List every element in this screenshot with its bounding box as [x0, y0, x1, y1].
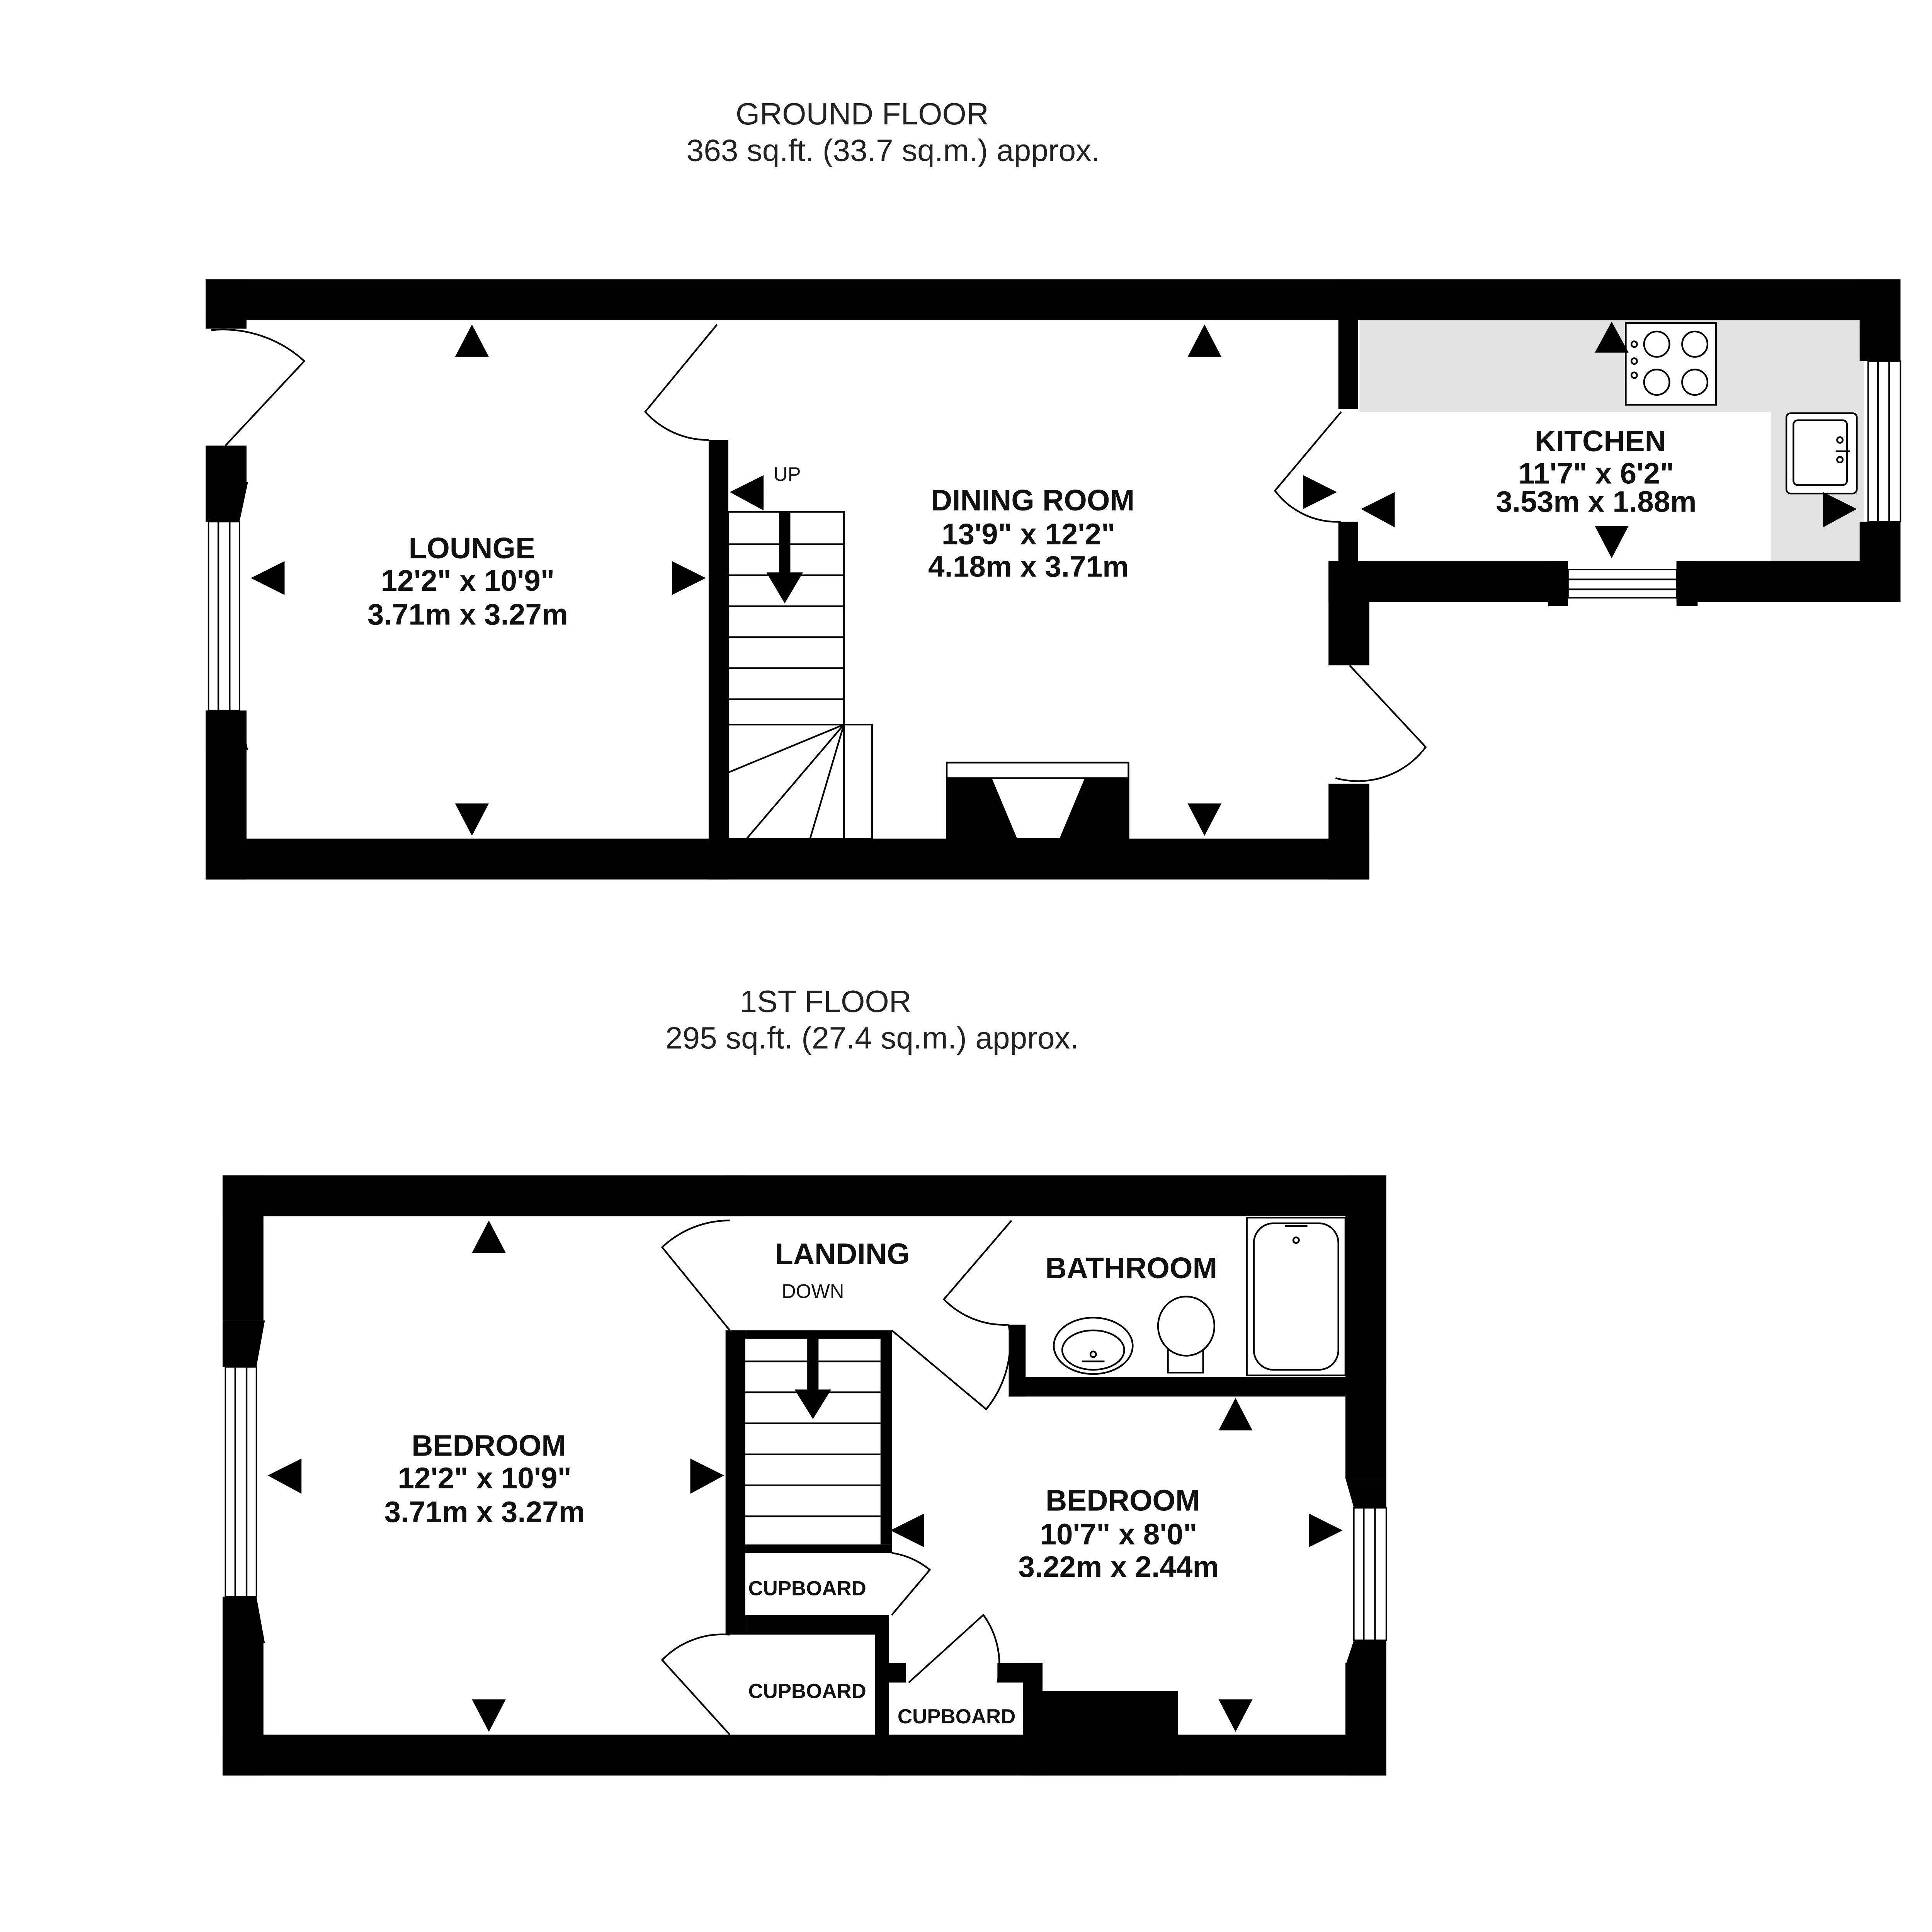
- cupboard-label-right: CUPBOARD: [897, 1705, 1016, 1728]
- toilet-icon: [1158, 1296, 1214, 1372]
- svg-text:3.22m x 2.44m: 3.22m x 2.44m: [1018, 1550, 1219, 1583]
- dining-room-label: [928, 484, 1134, 583]
- svg-text:13'9" x 12'2": 13'9" x 12'2": [941, 518, 1116, 551]
- cupboard-label-upper: CUPBOARD: [748, 1577, 866, 1600]
- kitchen-label: [1496, 425, 1696, 519]
- first-floor-title: 1ST FLOOR: [740, 983, 912, 1019]
- hob-icon: [1626, 323, 1716, 405]
- first-floor-stairs: [745, 1280, 881, 1516]
- ground-floor-plan: [206, 279, 1900, 879]
- bedroom1-window: [223, 1320, 265, 1643]
- svg-text:3.53m x 1.88m: 3.53m x 1.88m: [1496, 485, 1697, 519]
- ground-floor-title: GROUND FLOOR: [735, 96, 989, 131]
- fireplace: [947, 763, 1128, 839]
- first-floor-plan: [223, 1175, 1386, 1776]
- landing-label: LANDING: [775, 1238, 910, 1271]
- cupboard-label-lower: CUPBOARD: [748, 1680, 866, 1703]
- kitchen-window-bottom: [1548, 561, 1697, 606]
- svg-text:BEDROOM: BEDROOM: [1045, 1484, 1200, 1517]
- svg-text:DINING ROOM: DINING ROOM: [930, 484, 1135, 517]
- ground-floor-stairs: [728, 463, 872, 838]
- svg-text:BEDROOM: BEDROOM: [412, 1429, 566, 1463]
- ground-floor-area: 363 sq.ft. (33.7 sq.m.) approx.: [686, 133, 1100, 168]
- svg-text:3.71m x 3.27m: 3.71m x 3.27m: [367, 598, 568, 631]
- bedroom2-label: [1018, 1485, 1219, 1583]
- stairs-down-label: DOWN: [781, 1280, 844, 1303]
- svg-text:3.71m x 3.27m: 3.71m x 3.27m: [384, 1495, 585, 1529]
- lounge-label: [367, 532, 568, 631]
- bathtub-icon: [1247, 1218, 1345, 1375]
- svg-text:KITCHEN: KITCHEN: [1534, 425, 1666, 458]
- svg-text:10'7" x 8'0": 10'7" x 8'0": [1040, 1518, 1197, 1551]
- ground-floor-doors: [211, 325, 1426, 781]
- bedroom2-window: [1345, 1478, 1386, 1666]
- svg-text:11'7" x 6'2": 11'7" x 6'2": [1518, 457, 1674, 490]
- washbasin-icon: [1054, 1318, 1133, 1374]
- svg-text:12'2" x 10'9": 12'2" x 10'9": [381, 564, 555, 597]
- lounge-window: [206, 482, 248, 750]
- kitchen-window-right: [1860, 327, 1901, 556]
- stairs-up-label: UP: [773, 463, 801, 485]
- first-floor-area: 295 sq.ft. (27.4 sq.m.) approx.: [665, 1020, 1079, 1055]
- bedroom1-label: [384, 1429, 585, 1528]
- bathroom-label: BATHROOM: [1045, 1252, 1218, 1285]
- svg-text:12'2" x 10'9": 12'2" x 10'9": [398, 1462, 571, 1495]
- svg-text:LOUNGE: LOUNGE: [408, 532, 536, 565]
- svg-text:4.18m x 3.71m: 4.18m x 3.71m: [928, 550, 1129, 583]
- kitchen-sink-icon: [1786, 413, 1857, 493]
